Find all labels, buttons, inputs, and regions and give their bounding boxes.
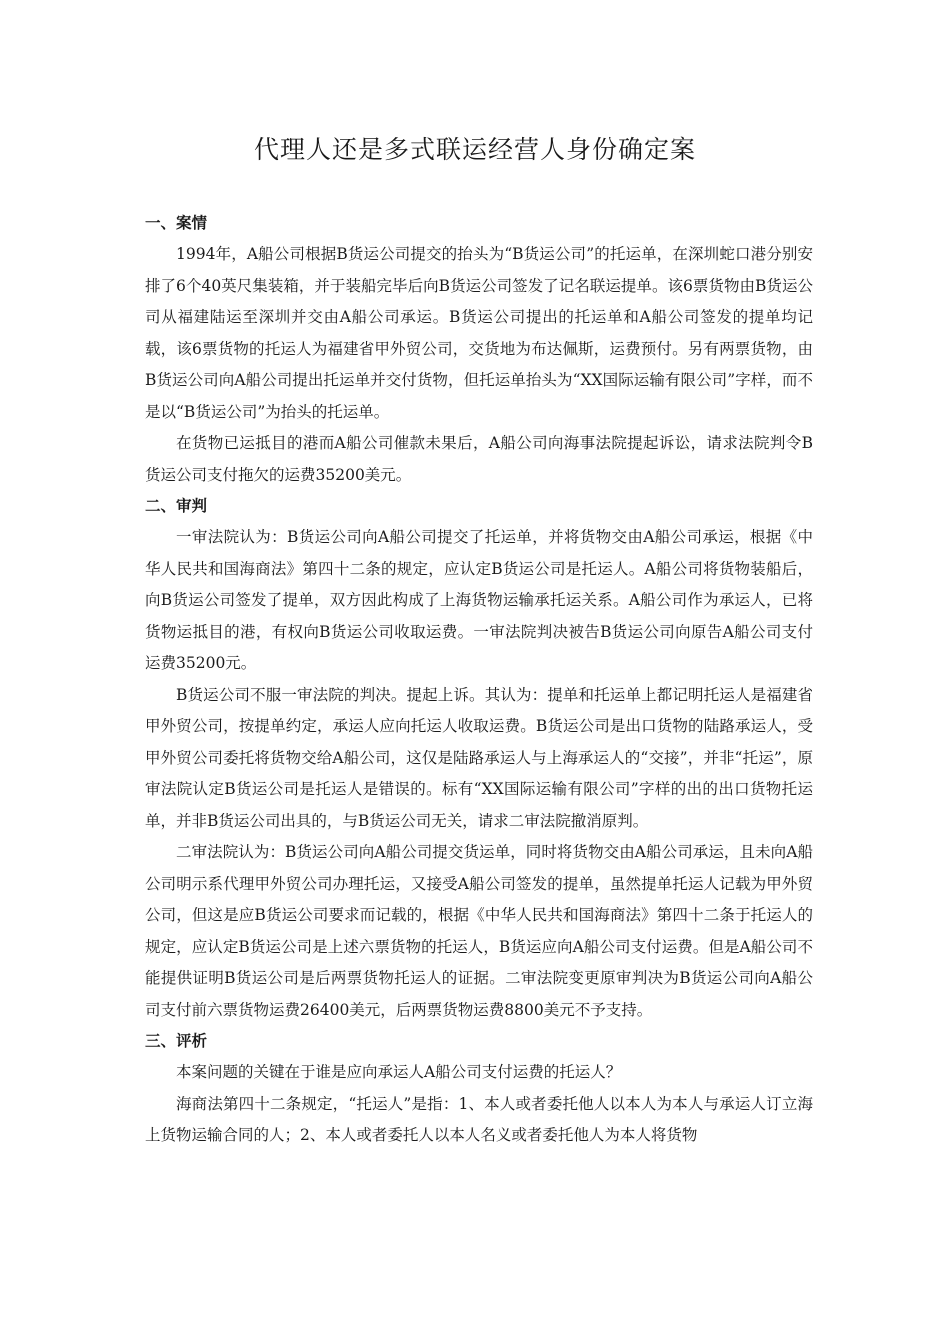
paragraph: 海商法第四十二条规定，“托运人”是指：1、本人或者委托他人以本人为本人与承运人订立海上货物运输合同的人；2、本人或者委托人以本人名义或者委托他人为本人将货物 bbox=[145, 1094, 813, 1144]
section-heading: 三、评析 bbox=[145, 1032, 208, 1050]
paragraph: 本案问题的关键在于谁是应向承运人A船公司支付运费的托运人？ bbox=[176, 1063, 622, 1081]
paragraph: 二审法院认为：B货运公司向A船公司提交货运单，同时将货物交由A船公司承运，且未向A船公司明示系代理甲外贸公司办理托运，又接受A船公司签发的提单，虽然提单托运人记载为甲外贸公司，但这是应B货运公司要求而记载的，根据《中华人民共和国海商法》第四十二条于托运人的规定，应认定B货运公司是上述六票货物的托运人，B货运应向A船公司支付运费。但是A船公司不能提供证明B货运公司是后两票货物托运人的证据。二审法院变更原审判决为B货运公司向A船公司支付前六票货物运费26400美元，后两票货物运费8800美元不予支持。 bbox=[145, 843, 813, 1019]
paragraph: B货运公司不服一审法院的判决。提起上诉。其认为：提单和托运单上都记明托运人是福建省甲外贸公司，按提单约定，承运人应向托运人收取运费。B货运公司是出口货物的陆路承运人，受甲外贸公司委托将货物交给A船公司，这仅是陆路承运人与上海承运人的“交接”，并非“托运”，原审法院认定B货运公司是托运人是错误的。标有“XX国际运输有限公司”字样的出的出口货物托运单，并非B货运公司出具的，与B货运公司无关，请求二审法院撤消原判。 bbox=[145, 685, 813, 830]
section-case bbox=[145, 208, 813, 491]
section-trial bbox=[145, 491, 813, 1026]
paragraph: 一审法院认为：B货运公司向A船公司提交了托运单，并将货物交由A船公司承运，根据《中华人民共和国海商法》第四十二条的规定，应认定B货运公司是托运人。A船公司将货物装船后，向B货运公司签发了提单，双方因此构成了上海货物运输承托运关系。A船公司作为承运人，已将货物运抵目的港，有权向B货运公司收取运费。一审法院判决被告B货运公司向原告A船公司支付运费35200元。 bbox=[145, 528, 813, 672]
document-body bbox=[145, 208, 813, 1152]
document-title: 代理人还是多式联运经营人身份确定案 bbox=[253, 135, 696, 164]
section-heading: 二、审判 bbox=[145, 497, 208, 515]
paragraph: 在货物已运抵目的港而A船公司催款未果后，A船公司向海事法院提起诉讼，请求法院判令B货运公司支付拖欠的运费35200美元。 bbox=[145, 434, 813, 484]
section-analysis bbox=[145, 1026, 813, 1152]
section-heading: 一、案情 bbox=[145, 214, 208, 232]
paragraph: 1994年，A船公司根据B货运公司提交的抬头为“B货运公司”的托运单，在深圳蛇口港分别安排了6个40英尺集装箱，并于装船完毕后向B货运公司签发了记名联运提单。该6票货物由B货运公司从福建陆运至深圳并交由A船公司承运。B货运公司提出的托运单和A船公司签发的提单均记载，该6票货物的托运人为福建省甲外贸公司，交货地为布达佩斯，运费预付。另有两票货物，由B货运公司向A船公司提出托运单并交付货物，但托运单抬头为“XX国际运输有限公司”字样，而不是以“B货运公司”为抬头的托运单。 bbox=[145, 245, 813, 421]
